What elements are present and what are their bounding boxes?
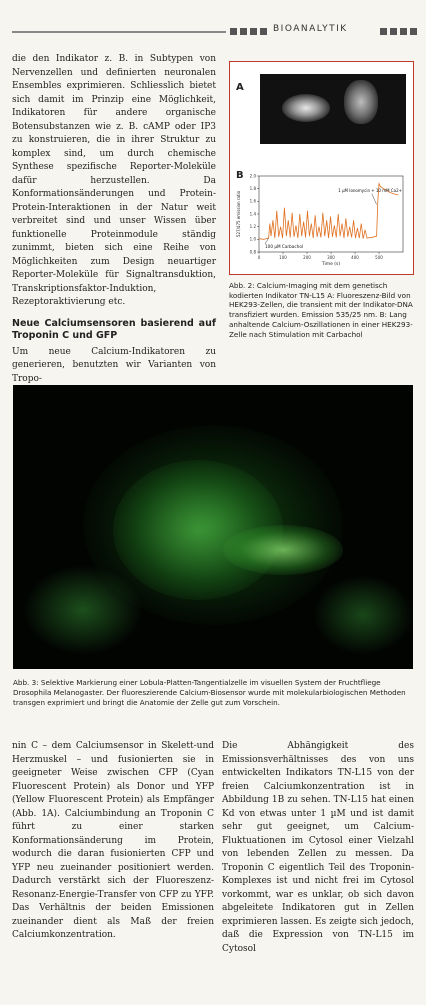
header-square [380, 28, 387, 35]
x-tick-label: 300 [327, 255, 335, 260]
cell-fluorescence [282, 94, 330, 122]
x-tick-label: 0 [257, 255, 261, 260]
y-tick-label: 2.0 [249, 173, 256, 179]
x-tick-label: 100 [279, 255, 287, 260]
header-square [260, 28, 267, 35]
x-tick-label: 500 [375, 255, 383, 260]
section-heading: Neue Calciumsensoren basierend auf Troponin C und GFP [12, 317, 216, 341]
x-tick-label: 200 [303, 255, 311, 260]
body-paragraph: nin C – dem Calciumsensor in Skelett-und Herzmuskel – und fusionierten sie in geeigneter Weise zwischen CFP (Cyan Fluorescent Protein) als Donor und YFP (Yellow Fluorescent Protein) als Empfänger (Abb. 1A). Calciumbindung an Troponin C führt zu einer starken Konformationsänderung im Protein, wodurch die daran fusionierten CFP und YFP neu zueinander positioniert werden. Dadurch verstärkt sich der Fluoreszenz-Resonanz-Energie-Transfer von CFP zu YFP. Das Verhältnis der beiden Emissionen zueinander dient als Maß der freien Calciumkonzentration. [12, 741, 214, 940]
header-square [250, 28, 257, 35]
y-tick-label: 0.8 [249, 249, 256, 255]
x-axis-label: Time (s) [321, 262, 341, 267]
body-paragraph: Um neue Calcium-Indikatoren zu generieren, benutzten wir Varianten von Tropo- [12, 346, 216, 384]
header-square [390, 28, 397, 35]
body-paragraph: Die Abhängigkeit des Emissionsverhältnisses des von uns entwickelten Indikators TN-L15 von der freien Calciumkonzentration ist in Abbildung 1B zu sehen. TN-L15 hat einen Kd von etwas unter 1 µM und ist damit sehr gut geeignet, um Calcium-Fluktuationen im Cytosol einer Vielzahl von lebenden Zellen zu messen. Da Troponin C eigentlich Teil des Troponin-Komplexes ist und nicht frei im Cytosol vorkommt, war es unklar, ob sich davon abgeleitete Indikatoren gut in Zellen exprimieren lassen. Es zeigte sich jedoch, daß die Expression von TN-L15 im Cytosol [222, 741, 414, 954]
glow-region [223, 525, 343, 575]
annotation-arrow [372, 194, 377, 205]
cell-fluorescence [344, 80, 378, 124]
section-title: BIOANALYTIK [273, 24, 348, 34]
header-square [230, 28, 237, 35]
fluorescence-photo [13, 385, 413, 669]
left-column [12, 53, 216, 386]
header-square [400, 28, 407, 35]
bottom-column-left [12, 740, 214, 943]
x-tick-label: 400 [351, 255, 359, 260]
panel-b-label: B [236, 170, 244, 181]
page-header [0, 22, 426, 42]
y-tick-label: 1.2 [249, 224, 256, 230]
panel-a-label: A [236, 82, 244, 93]
bottom-column-right [222, 740, 414, 956]
y-tick-label: 1.4 [249, 211, 256, 217]
header-square [410, 28, 417, 35]
y-tick-label: 1.0 [249, 236, 256, 242]
y-axis-label: 527/475 emission ratio [236, 190, 241, 238]
fluorescence-micrograph [260, 74, 406, 144]
y-tick-label: 1.8 [249, 186, 256, 192]
y-tick-label: 1.6 [249, 198, 256, 204]
body-paragraph: die den Indikator z. B. in Subtypen von Nervenzellen und definierten neuronalen Ensembles exprimieren. Schliesslich bietet sich damit im Prinzip eine Möglichkeit, Indikatoren für andere organische Botensubstanzen wie z. B. cAMP oder IP3 zu konstruieren, die in ihrer Struktur zu komplex sind, um durch chemische Synthese spezifische Reporter-Moleküle dafür herzustellen. Da Konformationsänderungen und Protein-Protein-Interaktionen in der Natur weit verbreitet sind und unser Wissen über funktionelle Proteinmodule ständig zunimmt, bieten sich eine Reihe von Möglichkeiten zum Design neuartiger Reporter-Moleküle für Signaltransduktion, Transkriptionsfaktor-Induktion, Rezeptoraktivierung etc. [12, 54, 216, 307]
glow-region [313, 575, 413, 655]
figure-2-caption: Abb. 2: Calcium-Imaging mit dem genetisch kodierten Indikator TN-L15 A: Fluoreszenz-Bild von HEK293-Zellen, die transient mit der Indikator-DNA transfiziert wurden. Emission 535/25 nm. B: Lang anhaltende Calcium-Oszillationen in einer HEK293-Zelle nach Stimulation mit Carbachol [229, 281, 413, 339]
figure-2 [229, 61, 414, 275]
glow-region [23, 565, 143, 655]
annotation-ionomycin: 1 µM Ionomycin + 10 mM Ca2+ [338, 187, 403, 193]
calcium-oscillation-chart [233, 170, 410, 270]
header-rule [12, 31, 226, 33]
annotation-carbachol: 100 µM Carbachol [265, 244, 304, 249]
header-square [240, 28, 247, 35]
figure-3-caption: Abb. 3: Selektive Markierung einer Lobula-Platten-Tangentialzelle im visuellen System der Fruchtfliege Drosophila Melanogaster. Der fluoreszierende Calcium-Biosensor wurde mit molekularbiologischen Methoden transgen exprimiert und bringt die Anatomie der Zelle gut zum Vorschein. [13, 678, 406, 707]
